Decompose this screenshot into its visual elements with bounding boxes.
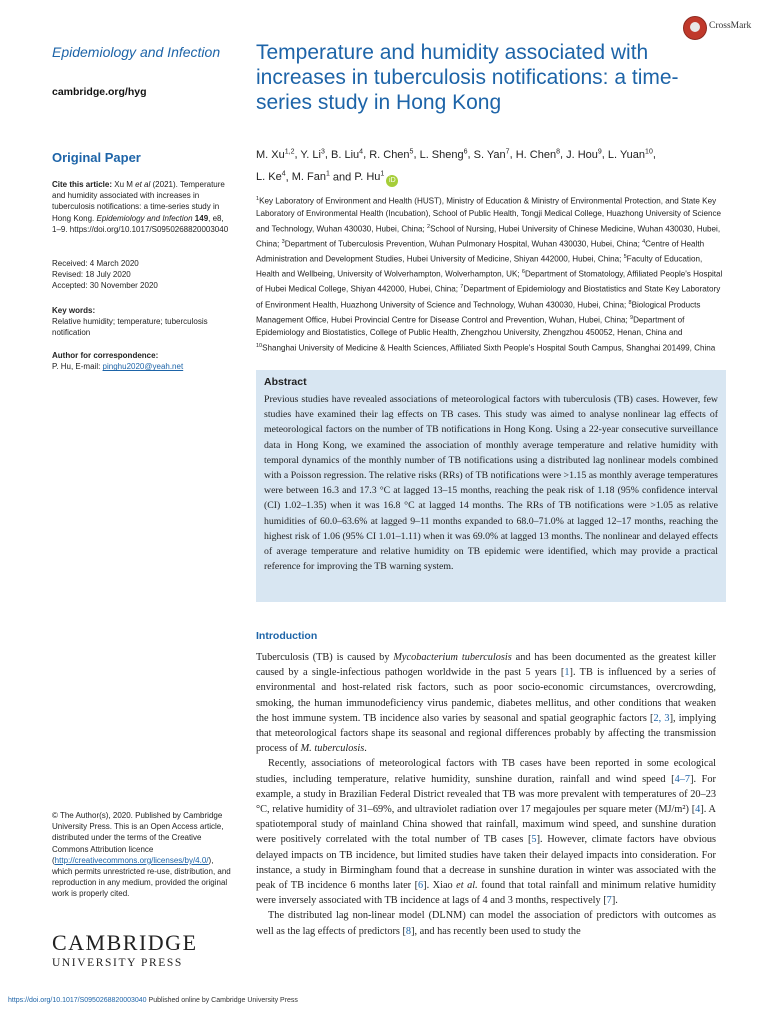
author[interactable]: L. Ke$^4$	[256, 170, 286, 184]
license-pre: © The Author(s), 2020. Published by Cambridge University Press. This is an Open Access article, distributed under the terms of the Creative Commons Attribution licence (	[52, 811, 224, 865]
article-type: Original Paper	[52, 150, 141, 165]
abstract-heading: Abstract	[264, 376, 307, 388]
abstract-text: Previous studies have revealed associations of meteorological factors with tuberculosis (TB) cases. However, few studies have examined their lag effects on TB cases. This study was aimed to analyse nonlinear lag effects of meteorological factors on the number of TB notifications in Hong Kong. Using a 22-year consecutive surveillance data in Hong Kong, we examined the association of monthly average temperature and relative humidity with temporal dynamics of the monthly number of TB notifications using a distributed lag nonlinear models combined with a Poisson regression. The relative risks (RRs) of TB notifications were >1.15 as monthly average temperatures were between 16.3 and 17.3 °C at lagged 13–15 months, reaching the peak risk of 1.18 (95% confidence interval (CI) 1.02–1.35) when it was 16.8 °C at lagged 14 months. The RRs of TB notifications were >1.05 as relative humidities of 60.0–63.6% at lagged 9–11 months expanded to 68.0–71.0% at lagged 12–17 months, reaching the highest risk of 1.06 (95% CI 1.01–1.11) when it was 69.0% at lagged 13 months. The nonlinear and delayed effects of average temperature and relative humidity on TB epidemic were identified, which may provide a practical reference for improving the TB warning system.	[264, 394, 718, 573]
author[interactable]: L. Yuan$^{10}$	[607, 148, 653, 161]
author[interactable]: M. Xu$^{1,2}$	[256, 148, 295, 161]
date-accepted: Accepted: 30 November 2020	[52, 281, 158, 291]
date-received: Received: 4 March 2020	[52, 259, 139, 268]
author[interactable]: P. Hu$^1$	[354, 170, 385, 184]
author[interactable]: J. Hou$^9$	[566, 148, 602, 161]
author[interactable]: M. Fan$^1$	[291, 170, 330, 184]
citation-label: Cite this article:	[52, 180, 113, 189]
author[interactable]: H. Chen$^8$	[515, 148, 560, 161]
affiliations: $^1$Key Laboratory of Environment and Health (HUST), Ministry of Education & Ministry of Environmental Protection, and State Key Laboratory of Environmental Health (Incubation), School of Public Health, Tongji Medical College, Huazhong University of Science and Technology, Wuhan 430030, Hubei, China; $^2$School of Nursing, Hubei University of Chinese Medicine, Wuhan 430030, Hubei, China; $^3$Department of Tuberculosis Prevention, Wuhan Pulmonary Hospital, Wuhan 430030, Hubei, China; $^4$Centre of Health Administration and Development Studies, Hubei University of Medicine, Shiyan 442000, Hubei, China; $^5$Faculty of Education, Health and Wellbeing, University of Wolverhampton, Wolverhampton, UK; $^6$Department of Stomatology, Affiliated People's Hospital of Hubei Medical College, Shiyan 442000, Hubei, China; $^7$Department of Epidemiology and Biostatistics and State Key Laboratory of Environment Health, Huazhong University of Science and Technology, Wuhan 430030, Hubei, China; $^8$Biological Products Management Office, Hubei Provincial Centre for Disease Control and Prevention, Wuhan, Hubei, China; $^9$Department of Epidemiology and Biostatistics, College of Public Health, Zhengzhou University, Zhengzhou 450052, Henan, China and $^{10}$Shanghai University of Medicine & Health Sciences, Affiliated Sixth People's Hospital South Campus, Shanghai 201499, China	[256, 196, 723, 353]
keywords-text: Relative humidity; temperature; tuberculosis notification	[52, 317, 208, 338]
correspondence-text	[52, 361, 232, 372]
article-dates	[52, 258, 232, 292]
reference-link[interactable]: 4–7	[674, 773, 691, 785]
article-title: Temperature and humidity associated with increases in tuberculosis notifications: a time-series study in Hong Kong	[256, 41, 679, 114]
cambridge-logo	[52, 932, 232, 969]
logo-line2: UNIVERSITY PRESS	[52, 957, 183, 969]
reference-link[interactable]: 4	[695, 804, 701, 816]
author[interactable]: L. Sheng$^6$	[419, 148, 468, 161]
license-post: ), which permits unrestricted re-use, distribution, and reproduction in any medium, provided the original work is properly cited.	[52, 855, 231, 899]
logo-line1: CAMBRIDGE	[52, 930, 198, 955]
author-list: M. Xu$^{1,2}$, Y. Li$^3$, B. Liu$^4$, R. Chen$^5$, L. Sheng$^6$, S. Yan$^7$, H. Chen$^8$, J. Hou$^9$, L. Yuan$^{10}$, L. Ke$^4$, M. Fan$^1$ and P. Hu$^1$iD	[256, 142, 726, 187]
page-footer	[8, 997, 298, 1004]
citation-volume: 149	[194, 213, 209, 223]
reference-link[interactable]: 5	[531, 834, 537, 846]
correspondence	[52, 350, 232, 372]
author[interactable]: R. Chen$^5$	[369, 148, 414, 161]
journal-name: Epidemiology and Infection	[52, 44, 221, 60]
crossmark-badge[interactable]	[683, 16, 768, 40]
date-revised: Revised: 18 July 2020	[52, 270, 131, 280]
paragraph: Tuberculosis (TB) is caused by Mycobacterium tuberculosis and has been documented as the greatest killer caused by a single-infectious pathogen worldwide in the past 5 years [1]. TB is influenced by a series of environmental and host-related risk factors, such as poor socio-economic circumstances, overcrowding, smoking, the human immunodeficiency virus pandemic, diabetes mellitus, and other conditions that weaken the host immune system. TB incidence also varies by seasonal and spatial geographic factors [2, 3], implying that meteorological factors shape its seasonal and regional differences probably by affecting the transmission process of M. tuberculosis.	[256, 652, 716, 755]
citation-rest: , e8, 1–9. https://doi.org/10.1017/S0950268820003040	[52, 213, 229, 234]
correspondence-label: Author for correspondence:	[52, 351, 159, 360]
license-notice	[52, 810, 232, 900]
author[interactable]: S. Yan$^7$	[473, 148, 510, 161]
citation-journal: Epidemiology and Infection	[96, 213, 193, 223]
crossmark-icon	[683, 16, 707, 40]
author[interactable]: B. Liu$^4$	[331, 148, 364, 161]
reference-link[interactable]: 6	[418, 880, 424, 892]
keywords	[52, 305, 232, 339]
paragraph: Recently, associations of meteorological factors with TB cases have been reported in some ecological studies, including temperature, relative humidity, sunshine duration, rainfall and wind speed [4–7]. For example, a study in Brazilian Federal District revealed that TB was more prevalent with temperatures of 20–23 °C, relative humidity of 31–69%, and ultraviolet radiation over 17 megajoules per square meter (MJ/m²) [4]. A spatiotemporal study of mainland China showed that rainfall, maximum wind speed, and sunshine duration were positively correlated with the total number of TB cases [5]. However, climate factors have obvious delayed impacts on TB incidence, but limited studies have taken their delayed impacts into consideration. For instance, a study in Birmingham found that a decrease in sunshine duration in winter was associated with the peak of TB incidence 6 months later [6]. Xiao et al. found that total rainfall and minimum relative humidity were inversely associated with TB incidence at lags of 4 and 3 months, respectively [7].	[256, 758, 716, 907]
introduction-body	[256, 650, 716, 939]
crossmark-label: CrossMark	[709, 21, 752, 31]
author[interactable]: Y. Li$^3$	[300, 148, 325, 161]
citation	[52, 179, 232, 235]
citation-authors: Xu M	[114, 180, 133, 189]
reference-link[interactable]: 7	[606, 895, 612, 907]
citation-etal: et al	[135, 180, 151, 189]
reference-link[interactable]: 2, 3	[653, 712, 670, 724]
footer-doi-link[interactable]: https://doi.org/10.1017/S0950268820003040	[8, 997, 147, 1004]
paragraph: The distributed lag non-linear model (DLNM) can model the association of predictors with outcomes as well as the lag effects of predictors [8], and has recently been used to study the	[256, 910, 716, 937]
section-heading-introduction: Introduction	[256, 630, 318, 642]
abstract-box	[256, 370, 726, 602]
keywords-label: Key words:	[52, 306, 96, 315]
correspondence-email[interactable]: pinghu2020@yeah.net	[102, 362, 184, 372]
license-url[interactable]: http://creativecommons.org/licenses/by/4.0/	[54, 855, 209, 865]
reference-link[interactable]: 8	[405, 925, 412, 937]
citation-title: (2021). Temperature and humidity associated with increases in tuberculosis notifications: a time-series study in Hong Kong.	[52, 180, 225, 223]
footer-text: Published online by Cambridge University Press	[146, 997, 298, 1004]
journal-site[interactable]: cambridge.org/hyg	[52, 86, 147, 98]
reference-link[interactable]: 1	[564, 667, 570, 679]
orcid-icon[interactable]: iD	[386, 175, 398, 187]
correspondence-name: P. Hu, E-mail:	[52, 362, 103, 372]
